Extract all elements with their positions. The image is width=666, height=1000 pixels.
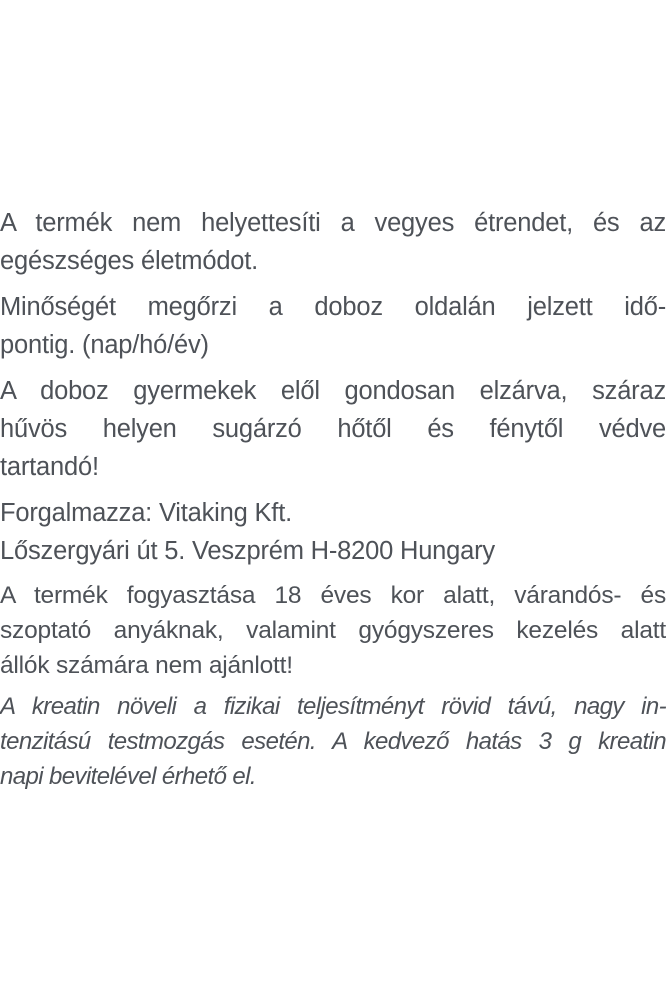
text-line: tartandó! [0, 453, 99, 481]
text-line: napi bevitelével érhető el. [0, 763, 256, 790]
text-line: A termék fogyasztása 18 éves kor alatt, várandós- és [0, 582, 666, 609]
text-line: pontig. (nap/hó/év) [0, 331, 209, 359]
paragraph-best-before [0, 288, 666, 364]
text-line: állók számára nem ajánlott! [0, 652, 293, 679]
text-line: tenzitású testmozgás esetén. A kedvező hatás 3 g kreatin [0, 728, 666, 755]
text-line: szoptató anyáknak, valamint gyógyszeres kezelés alatt [0, 617, 666, 644]
text-line: Minőségét megőrzi a doboz oldalán jelzett idő- [0, 293, 666, 321]
paragraph-storage [0, 372, 666, 486]
paragraph-creatine-claim [0, 689, 666, 794]
text-line: A doboz gyermekek elől gondosan elzárva, száraz [0, 377, 666, 405]
paragraph-distributor [0, 494, 666, 570]
text-line: hűvös helyen sugárzó hőtől és fénytől védve [0, 415, 666, 443]
text-line: egészséges életmódot. [0, 247, 259, 275]
paragraph-diet-notice [0, 204, 666, 280]
paragraph-warning [0, 578, 666, 683]
text-line: A termék nem helyettesíti a vegyes étrendet, és az [0, 209, 666, 237]
text-line: Lőszergyári út 5. Veszprém H-8200 Hungary [0, 537, 495, 565]
label-text-block [0, 204, 666, 794]
text-line: A kreatin növeli a fizikai teljesítményt rövid távú, nagy in- [0, 693, 666, 720]
text-line: Forgalmazza: Vitaking Kft. [0, 499, 292, 527]
